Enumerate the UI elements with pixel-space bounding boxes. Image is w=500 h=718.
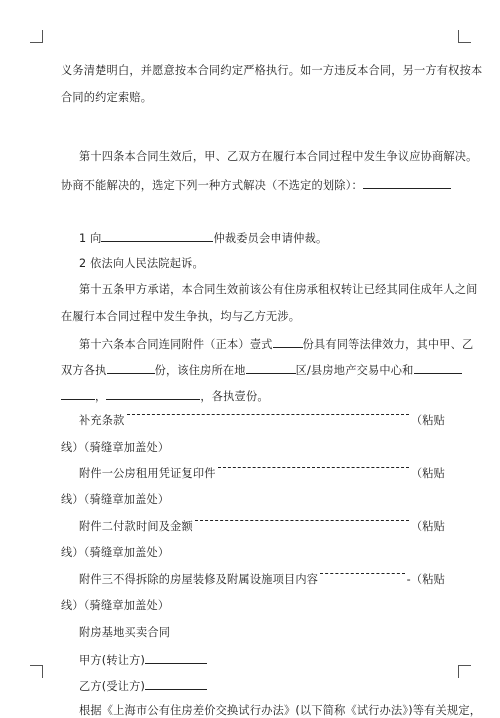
article-14-line: 第十四条本合同生效后，甲、乙双方在履行本合同过程中发生争议应协商解决。 [79,150,478,163]
blank-field[interactable] [107,362,155,374]
option-1-prefix: 1 向 [79,232,102,245]
attachment-1-label: 附件一公房租用凭证复印件 [79,467,216,480]
article-14-text: 协商不能解决的，选定下列一种方式解决（不选定的划除）： [61,179,363,192]
crop-mark-top-left [30,30,43,43]
appendix-title: 附房基地买卖合同 [79,626,171,639]
blank-field[interactable] [61,388,95,400]
article-14-line [61,177,451,193]
dash-rule [127,414,409,416]
blank-field[interactable] [246,362,296,374]
crop-mark-bottom-right [458,665,471,678]
dash-rule [218,467,409,469]
article-16-line [61,362,462,378]
article-15-line: 第十五条甲方承诺，本合同生效前该公有住房承租权转让已经其同住成年人之间 [79,283,478,296]
option-2-line: 2 依法向人民法院起诉。 [79,257,204,270]
article-16-text: 第十六条本合同连同附件（正本）壹式 [79,338,273,351]
dash-rule [320,573,404,575]
article-16-line [61,388,269,404]
option-1-suffix: 仲裁委员会申请仲裁。 [213,232,328,245]
option-1-line [79,230,327,246]
party-b-field[interactable] [145,678,207,690]
attachment-2-line [79,520,445,534]
article-16-text: ，各执壹份。 [200,390,269,403]
attachment-3-line [79,573,445,587]
crop-mark-top-right [458,30,471,43]
dash-rule [195,520,409,522]
supplement-label: 补充条款 [79,414,125,427]
blank-field[interactable] [414,362,462,374]
article-15-line: 在履行本合同过程中发生争执，均与乙方无涉。 [61,310,301,323]
blank-field[interactable] [363,177,451,189]
attachment-3-label: 附件三不得拆除的房屋装修及附属设施项目内容 [79,573,319,586]
attachment-1-line [79,467,445,481]
paragraph-line: 义务清楚明白，并愿意按本合同约定严格执行。如一方违反本合同，另一方有权按本 [61,64,483,77]
supplement-line [79,414,445,428]
seal-line: 线）（骑缝章加盖处） [61,599,170,612]
article-16-text: 区/县房地产交易中心和 [295,364,414,377]
blank-field[interactable] [273,336,303,348]
seal-line: 线）（骑缝章加盖处） [61,546,170,559]
party-b-line [79,678,207,694]
paste-label: （粘贴 [410,520,445,533]
blank-field[interactable] [101,230,213,242]
paragraph-line: 合同的约定索赔。 [61,91,153,104]
paste-label: -（粘贴 [406,573,445,586]
paste-label: （粘贴 [410,414,445,427]
article-16-line [79,336,473,352]
party-a-label: 甲方(转让方) [79,654,146,667]
party-a-line [79,652,207,668]
seal-line: 线）（骑缝章加盖处） [61,441,170,454]
crop-mark-bottom-left [30,665,43,678]
party-b-label: 乙方(受让方) [79,680,146,693]
seal-line: 线）（骑缝章加盖处） [61,493,170,506]
article-16-text: 份，该住房所在地 [154,364,246,377]
paragraph-line: 根据《上海市公有住房差价交换试行办法》(以下简称《试行办法》)等有关规定， [79,704,482,717]
blank-field[interactable] [106,388,200,400]
party-a-field[interactable] [145,652,207,664]
article-16-text: 份具有同等法律效力，其中甲、乙 [302,338,474,351]
article-16-text: 双方各执 [61,364,107,377]
article-16-text: ， [95,390,107,403]
attachment-2-label: 附件二付款时间及金额 [79,520,193,533]
paste-label: （粘贴 [410,467,445,480]
